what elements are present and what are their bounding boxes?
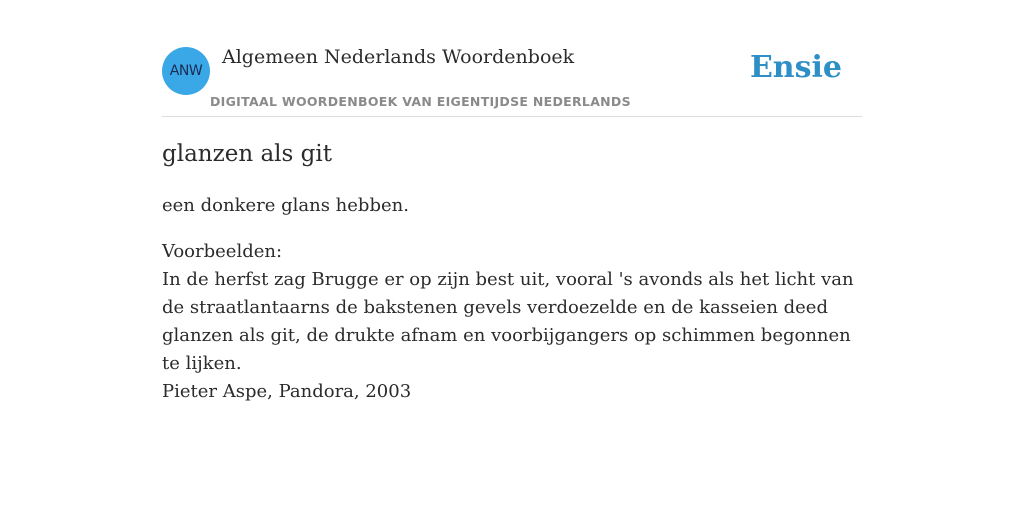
site-subtitle: DIGITAAL WOORDENBOEK VAN EIGENTIJDSE NEDERLANDS [210,94,631,109]
anw-logo[interactable] [162,47,210,95]
example-text: In de herfst zag Brugge er op zijn best uit, vooral 's avonds als het licht van de straatlantaarns de bakstenen gevels verdoezelde en de kasseien deed glanzen als git, de drukte afnam en voorbijgangers op schimmen begonnen te lijken. [162,269,854,374]
examples-block [162,238,862,406]
examples-label: Voorbeelden: [162,241,283,262]
header [162,40,862,117]
definition: een donkere glans hebben. [162,195,409,216]
example-source: Pieter Aspe, Pandora, 2003 [162,381,412,402]
logo-text: ANW [169,63,203,79]
headword: glanzen als git [162,141,332,167]
site-title[interactable]: Algemeen Nederlands Woordenboek [222,46,575,68]
ensie-brand-link[interactable]: Ensie [749,50,842,85]
entry-content [162,138,862,406]
